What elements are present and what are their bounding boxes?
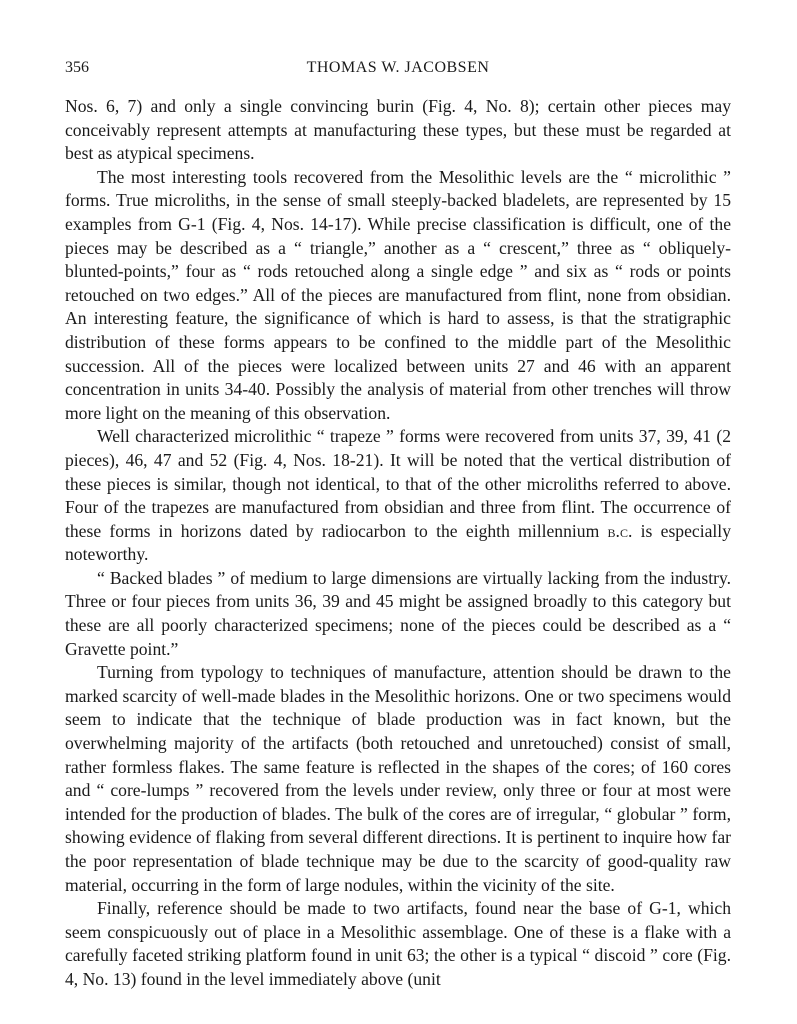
bc-abbreviation: b.c. bbox=[607, 520, 633, 541]
body-text bbox=[65, 95, 731, 992]
paragraph-5: Turning from typology to techniques of manufacture, attention should be drawn to the marked scarcity of well-made blades in the Mesolithic horizons. One or two specimens would seem to indicate that the technique of blade production was in fact known, but the overwhelming majority of the artifacts (both retouched and unretouched) consist of small, rather formless flakes. The same feature is reflected in the shapes of the cores; of 160 cores and “ core-lumps ” recovered from the levels under review, only three or four at most were intended for the production of blades. The bulk of the cores are of irregular, “ globular ” form, showing evidence of flaking from several different directions. It is pertinent to inquire how far the poor representation of blade technique may be due to the scarcity of good-quality raw material, occurring in the form of large nodules, within the vicinity of the site. bbox=[65, 662, 731, 895]
paragraph-4: “ Backed blades ” of medium to large dimensions are virtually lacking from the industry. Three or four pieces from units 36, 39 and 45 might be assigned broadly to this category but these are all poorly characterized specimens; none of the pieces could be described as a “ Gravette point.” bbox=[65, 567, 731, 659]
paragraph-3-text-a: Well characterized microlithic “ trapeze ” forms were recovered from units 37, 39, 41 (2 pieces), 46, 47 and 52 (Fig. 4, Nos. 18-21). It will be noted that the vertical distribution of these pieces is similar, though not identical, to that of the other microliths referred to above. Four of the trapezes are manufactured from obsidian and three from flint. The occurrence of these forms in horizons dated by radiocarbon to the eighth millennium bbox=[65, 426, 731, 541]
paragraph-1: Nos. 6, 7) and only a single convincing burin (Fig. 4, No. 8); certain other pieces may conceivably represent attempts at manufacturing these types, but these must be regarded at best as atypical specimens. bbox=[65, 96, 731, 164]
page-number: 356 bbox=[65, 59, 89, 76]
paragraph-6: Finally, reference should be made to two artifacts, found near the base of G-1, which seem conspicuously out of place in a Mesolithic assemblage. One of these is a flake with a carefully faceted striking platform found in unit 63; the other is a typical “ discoid ” core (Fig. 4, No. 13) found in the level immediately above (unit bbox=[65, 898, 731, 989]
running-head bbox=[65, 56, 731, 80]
paragraph-3-text-b: is especially noteworthy. bbox=[65, 520, 731, 565]
document-page bbox=[65, 56, 731, 992]
paragraph-3 bbox=[65, 425, 731, 567]
paragraph-2: The most interesting tools recovered from the Mesolithic levels are the “ microlithic ” forms. True microliths, in the sense of small steeply-backed bladelets, are represented by 15 examples from G-1 (Fig. 4, Nos. 14-17). While precise classification is difficult, one of the pieces may be described as a “ triangle,” another as a “ crescent,” three as “ obliquely-blunted-points,” four as “ rods retouched along a single edge ” and six as “ rods or points retouched on two edges.” All of the pieces are manufactured from flint, none from obsidian. An interesting feature, the significance of which is hard to assess, is that the stratigraphic distribution of these forms appears to be confined to the middle part of the Mesolithic succession. All of the pieces were localized between units 27 and 46 with an apparent concentration in units 34-40. Possibly the analysis of material from other trenches will throw more light on the meaning of this observation. bbox=[65, 166, 731, 423]
running-title: THOMAS W. JACOBSEN bbox=[306, 59, 490, 76]
